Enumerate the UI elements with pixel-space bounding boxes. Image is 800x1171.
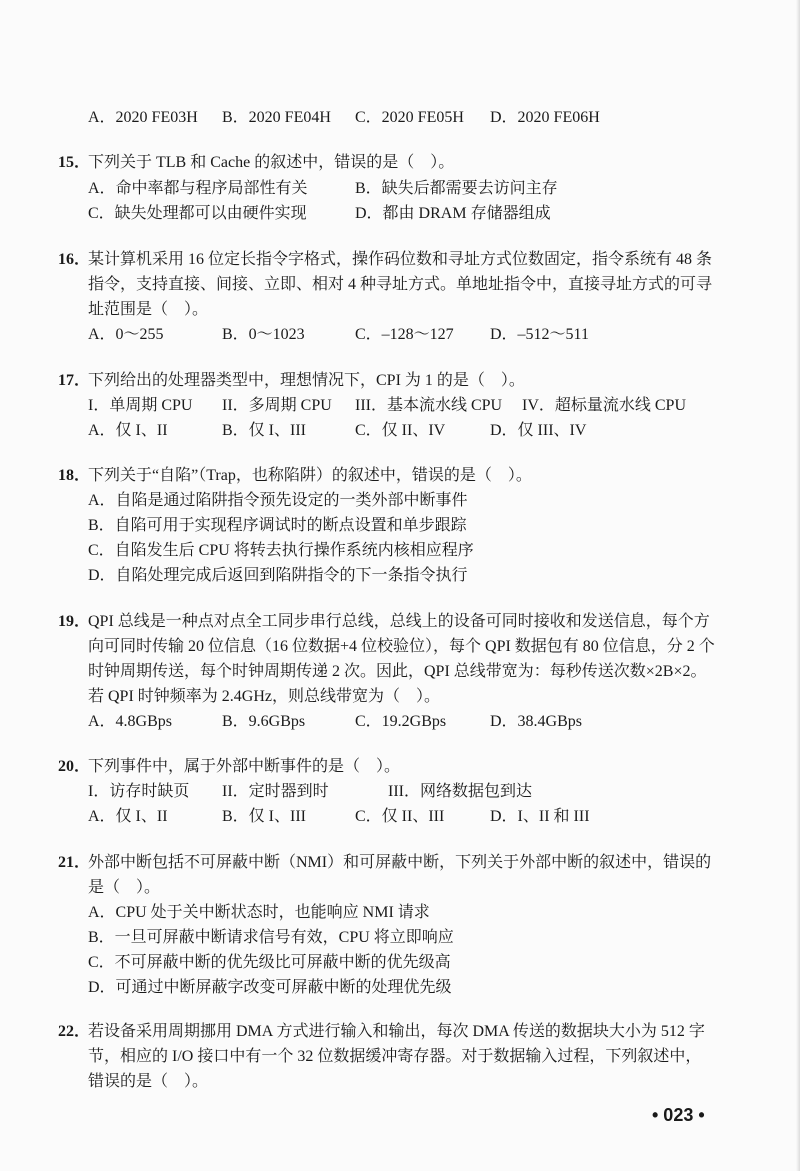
option-b: B．缺失后都需要去访问主存: [355, 180, 558, 197]
option-d: D．可通过中断屏蔽字改变可屏蔽中断的处理优先级: [88, 979, 452, 996]
question-number: 22．: [58, 1023, 91, 1040]
option-a: A．2020 FE03H: [88, 109, 198, 126]
option-b: B．9.6GBps: [222, 713, 306, 730]
option-a: A．0～255: [88, 326, 164, 343]
option-d: D．38.4GBps: [490, 713, 583, 730]
question-stem-line: 若设备采用周期挪用 DMA 方式进行输入和输出，每次 DMA 传送的数据块大小为 512 字: [88, 1023, 705, 1040]
option-c: C．仅 II、III: [355, 808, 445, 825]
page-edge-shadow: [796, 0, 800, 1171]
option-b: B．仅 I、III: [222, 808, 306, 825]
question-stem-line: 若 QPI 时钟频率为 2.4GHz，则总线带宽为（ ）。: [88, 688, 440, 705]
question-number: 15．: [58, 154, 91, 171]
option-b: B．0～1023: [222, 326, 305, 343]
statement-iv: IV．超标量流水线 CPU: [522, 397, 687, 414]
question-stem-line: 错误的是（ ）。: [88, 1073, 209, 1090]
option-b: B．自陷可用于实现程序调试时的断点设置和单步跟踪: [88, 517, 467, 534]
question-stem: 下列关于“自陷”（Trap，也称陷阱）的叙述中，错误的是（ ）。: [88, 467, 532, 484]
statement-i: I．访存时缺页: [88, 783, 190, 800]
question-number: 17．: [58, 372, 91, 389]
question-stem-line: 时钟周期传送，每个时钟周期传递 2 次。因此，QPI 总线带宽为：每秒传送次数×2B×2。: [88, 663, 707, 680]
option-a: A．命中率都与程序局部性有关: [88, 180, 308, 197]
option-d: D．2020 FE06H: [490, 109, 600, 126]
option-d: D．都由 DRAM 存储器组成: [355, 205, 551, 222]
question-stem: 下列给出的处理器类型中，理想情况下，CPI 为 1 的是（ ）。: [88, 372, 525, 389]
option-b: B．一旦可屏蔽中断请求信号有效，CPU 将立即响应: [88, 929, 454, 946]
statement-ii: II．多周期 CPU: [222, 397, 332, 414]
question-stem-line: 节，相应的 I/O 接口中有一个 32 位数据缓冲寄存器。对于数据输入过程，下列叙述中，: [88, 1048, 702, 1065]
question-number: 20．: [58, 758, 91, 775]
option-c: C．19.2GBps: [355, 713, 447, 730]
question-stem: 下列事件中，属于外部中断事件的是（ ）。: [88, 758, 401, 775]
option-b: B．仅 I、III: [222, 422, 306, 439]
question-stem-line: 是（ ）。: [88, 879, 161, 896]
option-d: D．仅 III、IV: [490, 422, 587, 439]
option-d: D．I、II 和 III: [490, 808, 590, 825]
option-a: A．仅 I、II: [88, 808, 168, 825]
question-stem-line: QPI 总线是一种点对点全工同步串行总线，总线上的设备可同时接收和发送信息，每个方: [88, 613, 710, 630]
option-c: C．2020 FE05H: [355, 109, 464, 126]
question-number: 19．: [58, 613, 91, 630]
question-stem: 下列关于 TLB 和 Cache 的叙述中，错误的是（ ）。: [88, 154, 455, 171]
question-stem-line: 指令，支持直接、间接、立即、相对 4 种寻址方式。单地址指令中，直接寻址方式的可寻: [88, 276, 713, 293]
option-a: A．自陷是通过陷阱指令预先设定的一类外部中断事件: [88, 492, 468, 509]
option-d: D．自陷处理完成后返回到陷阱指令的下一条指令执行: [88, 567, 468, 584]
option-c: C．不可屏蔽中断的优先级比可屏蔽中断的优先级高: [88, 954, 451, 971]
option-c: C．缺失处理都可以由硬件实现: [88, 205, 307, 222]
question-stem-line: 某计算机采用 16 位定长指令字格式，操作码位数和寻址方式位数固定，指令系统有 48 条: [88, 251, 713, 268]
question-number: 18．: [58, 467, 91, 484]
option-a: A．4.8GBps: [88, 713, 173, 730]
question-number: 16．: [58, 251, 91, 268]
statement-ii: II．定时器到时: [222, 783, 329, 800]
question-number: 21．: [58, 854, 91, 871]
question-stem-line: 外部中断包括不可屏蔽中断（NMI）和可屏蔽中断，下列关于外部中断的叙述中，错误的: [88, 854, 712, 871]
question-stem-line: 向可同时传输 20 位信息（16 位数据+4 位校验位），每个 QPI 数据包有 80 位信息，分 2 个: [88, 638, 715, 655]
option-c: C．仅 II、IV: [355, 422, 446, 439]
statement-iii: III．网络数据包到达: [388, 783, 532, 800]
option-a: A．仅 I、II: [88, 422, 168, 439]
option-b: B．2020 FE04H: [222, 109, 331, 126]
option-a: A．CPU 处于关中断状态时，也能响应 NMI 请求: [88, 904, 430, 921]
statement-i: I．单周期 CPU: [88, 397, 193, 414]
page-number: • 023 •: [652, 1105, 705, 1125]
option-c: C．自陷发生后 CPU 将转去执行操作系统内核相应程序: [88, 542, 474, 559]
question-stem-line: 址范围是（ ）。: [88, 301, 209, 318]
option-d: D．–512～511: [490, 326, 589, 343]
statement-iii: III．基本流水线 CPU: [355, 397, 503, 414]
option-c: C．–128～127: [355, 326, 454, 343]
